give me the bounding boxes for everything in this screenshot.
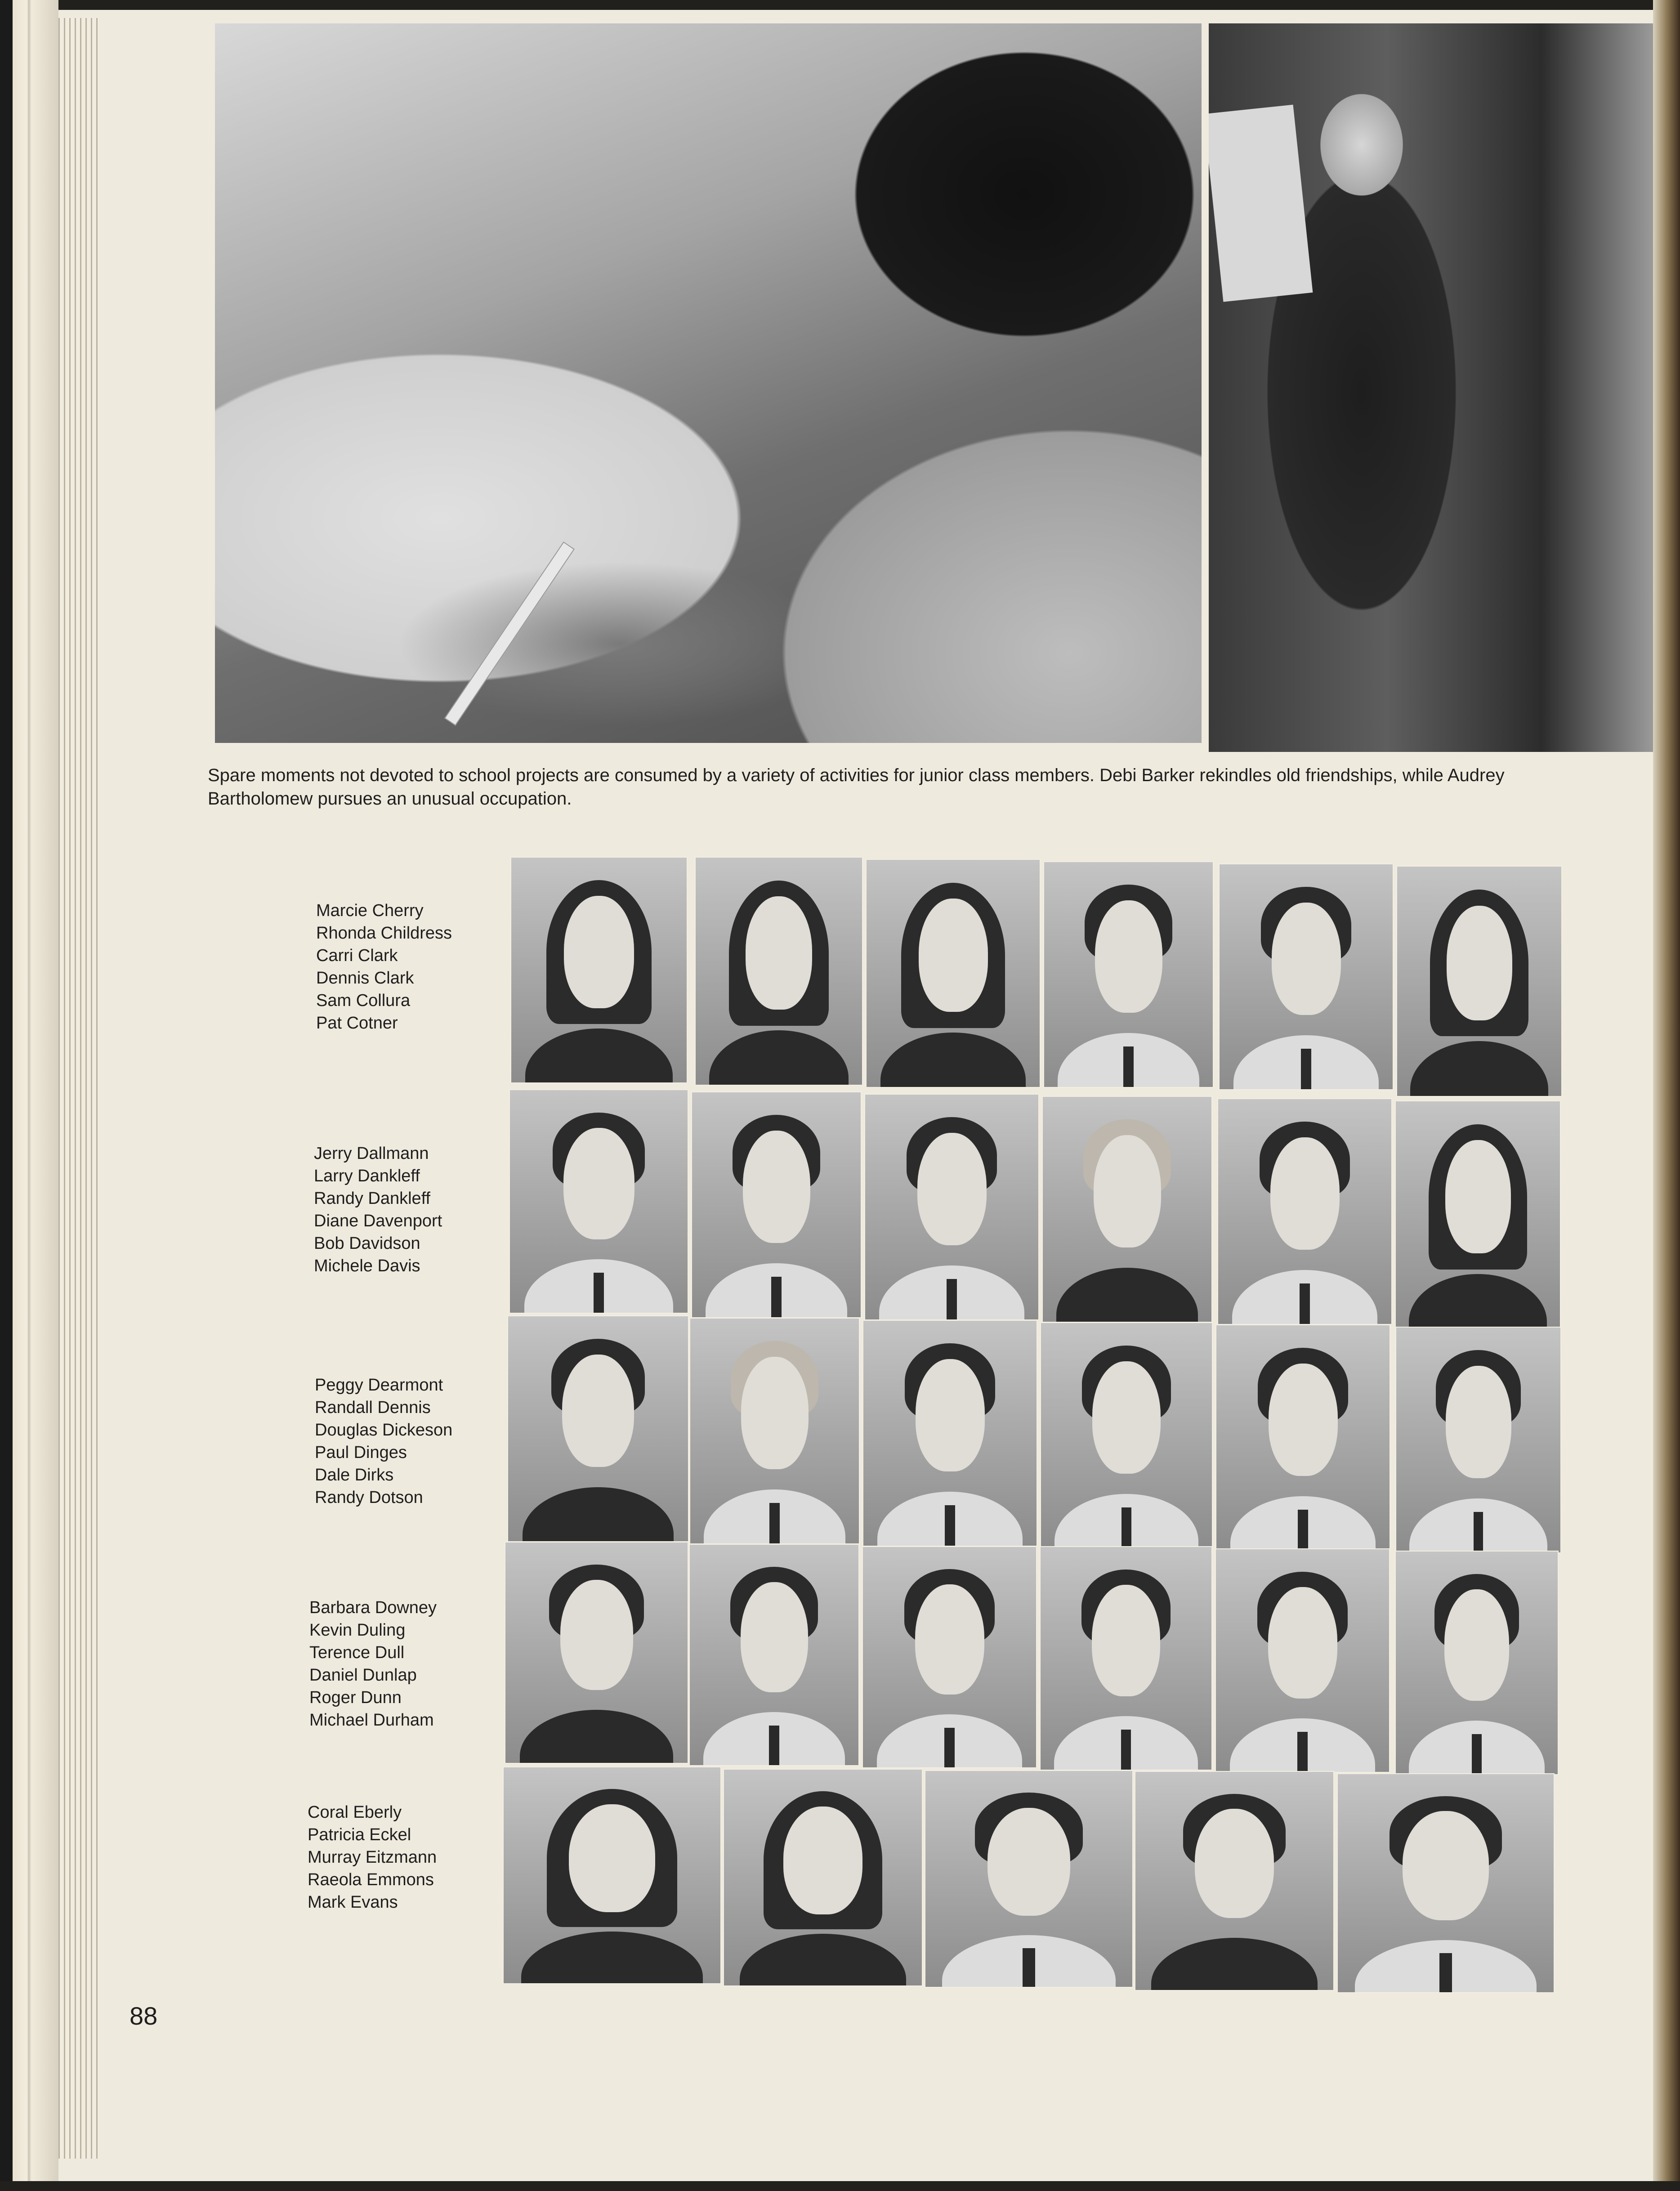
student-name: Bob Davidson	[314, 1234, 420, 1253]
pencil	[444, 541, 575, 726]
student-name: Douglas Dickeson	[315, 1421, 453, 1440]
portrait-photo	[1042, 1096, 1212, 1323]
portrait-photo	[507, 1315, 689, 1542]
student-name: Paul Dinges	[315, 1443, 407, 1462]
student-name: Jerry Dallmann	[314, 1144, 429, 1163]
student-name: Mark Evans	[308, 1893, 398, 1912]
student-name: Terence Dull	[309, 1643, 405, 1662]
portrait-photo	[689, 1318, 860, 1544]
student-name: Peggy Dearmont	[315, 1376, 443, 1395]
roster-names-row-2	[314, 1142, 442, 1277]
student-name: Larry Dankleff	[314, 1167, 420, 1185]
portrait-photo	[925, 1770, 1133, 1988]
portrait-photo	[503, 1766, 721, 1984]
portrait-photo	[689, 1544, 859, 1766]
portrait-photo	[1215, 1324, 1390, 1551]
student-name: Randy Dankleff	[314, 1189, 431, 1208]
portrait-photo	[691, 1091, 862, 1318]
student-name: Patricia Eckel	[308, 1825, 411, 1844]
student-name: Marcie Cherry	[316, 901, 424, 920]
portrait-photo	[866, 859, 1041, 1088]
portrait-photo	[1040, 1546, 1212, 1771]
portrait-photo	[723, 1769, 923, 1986]
portrait-photo	[1040, 1322, 1213, 1549]
student-name: Murray Eitzmann	[308, 1848, 437, 1867]
student-name: Daniel Dunlap	[309, 1666, 417, 1685]
portrait-photo	[1395, 1327, 1561, 1553]
page-right-edge	[1653, 0, 1680, 2191]
student-name: Randall Dennis	[315, 1398, 431, 1417]
portrait-photo	[1217, 1098, 1392, 1325]
student-name: Michael Durham	[309, 1711, 434, 1730]
photo-student-writing	[215, 23, 1202, 743]
student-name: Randy Dotson	[315, 1488, 423, 1507]
page-edges	[58, 18, 99, 2159]
portrait-photo	[510, 857, 688, 1083]
portrait-photo	[1135, 1771, 1334, 1991]
handwritten-sign	[1209, 105, 1313, 302]
student-name: Coral Eberly	[308, 1803, 402, 1822]
portrait-photo	[509, 1089, 688, 1314]
photo-student-cheering	[1209, 23, 1653, 752]
roster-names-row-5	[308, 1801, 437, 1914]
roster-names-row-4	[309, 1596, 437, 1731]
student-name: Roger Dunn	[309, 1688, 402, 1707]
student-name: Sam Collura	[316, 991, 411, 1010]
portrait-photo	[862, 1320, 1037, 1547]
page-top-edge	[0, 0, 1680, 10]
student-name: Raeola Emmons	[308, 1870, 434, 1889]
page-number: 88	[130, 2002, 158, 2030]
student-name: Carri Clark	[316, 946, 398, 965]
portrait-photo	[1215, 1548, 1390, 1773]
portrait-photo	[505, 1542, 688, 1764]
portrait-photo	[695, 857, 863, 1086]
portrait-photo	[1395, 1100, 1561, 1329]
student-name: Kevin Duling	[309, 1621, 406, 1640]
portrait-photo	[1337, 1773, 1555, 1993]
portrait-photo	[1395, 1551, 1559, 1775]
student-name: Michele Davis	[314, 1256, 420, 1275]
student-name: Barbara Downey	[309, 1598, 437, 1617]
book-spine	[0, 0, 58, 2191]
photo-caption: Spare moments not devoted to school projects are consumed by a variety of activities for junior class members. Debi Barker rekindles old friendships, while Audrey Bartholomew pursues an unusual occupation.	[208, 765, 1505, 809]
portrait-photo	[862, 1546, 1037, 1768]
portrait-photo	[864, 1094, 1039, 1320]
student-name: Pat Cotner	[316, 1014, 398, 1033]
student-name: Dennis Clark	[316, 969, 414, 988]
page-bottom-edge	[0, 2181, 1680, 2191]
student-name: Dale Dirks	[315, 1466, 394, 1485]
roster-names-row-3	[315, 1374, 452, 1509]
portrait-photo	[1219, 863, 1394, 1090]
student-name: Rhonda Childress	[316, 924, 452, 943]
student-name: Diane Davenport	[314, 1212, 442, 1230]
roster-names-row-1	[316, 899, 452, 1034]
portrait-photo	[1396, 866, 1562, 1097]
portrait-photo	[1043, 861, 1214, 1088]
